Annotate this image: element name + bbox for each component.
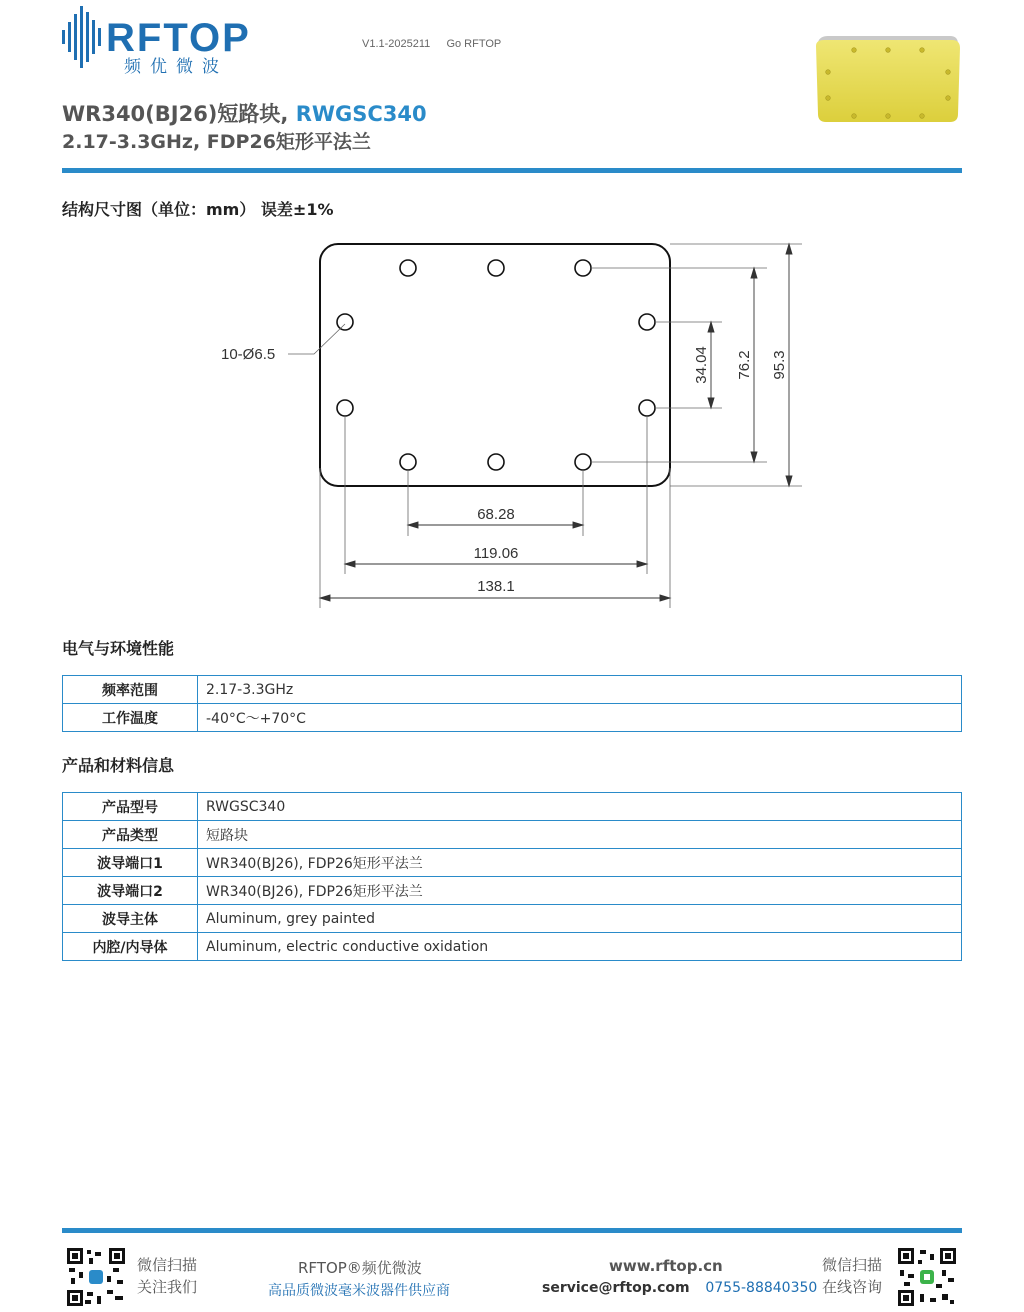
dim-34-label: 34.04	[693, 346, 710, 384]
row-value: Aluminum, electric conductive oxidation	[198, 933, 962, 961]
dimension-drawing	[62, 228, 962, 628]
page-subtitle: 2.17-3.3GHz, FDP26矩形平法兰	[62, 131, 371, 153]
footer-right-line1: 微信扫描	[822, 1256, 883, 1274]
dim-95-label: 95.3	[771, 350, 788, 380]
dim-76-label: 76.2	[736, 350, 753, 380]
footer-website-link[interactable]: www.rftop.cn	[609, 1257, 723, 1275]
footer-brand: RFTOP®频优微波	[298, 1259, 422, 1277]
footer-right-line2: 在线咨询	[822, 1278, 883, 1296]
page-title: WR340(BJ26)短路块, RWGSC340	[62, 102, 427, 126]
footer-email-link[interactable]: service@rftop.com	[542, 1280, 690, 1296]
version-label: V1.1-2025211	[362, 38, 431, 50]
flange-outline	[320, 244, 670, 486]
footer-left-line2: 关注我们	[137, 1278, 198, 1296]
electrical-table	[62, 675, 962, 732]
drawing-section-title: 结构尺寸图（单位：mm） 误差±1%	[62, 200, 334, 219]
dim-119-label: 119.06	[473, 545, 519, 562]
product-table	[62, 792, 962, 961]
row-key: 波导端口2	[63, 877, 198, 905]
table-row	[63, 877, 962, 905]
row-key: 产品型号	[63, 793, 198, 821]
hole-spec-label: 10-Ø6.5	[221, 346, 276, 363]
dim-138-label: 138.1	[477, 578, 515, 595]
product-image	[812, 34, 962, 126]
electrical-section-title: 电气与环境性能	[62, 639, 175, 658]
row-key: 波导端口1	[63, 849, 198, 877]
header-divider	[62, 168, 962, 173]
footer-divider	[62, 1228, 962, 1233]
product-section-title: 产品和材料信息	[62, 756, 175, 775]
footer-phone[interactable]: 0755-88840350	[705, 1280, 818, 1296]
qr-code-follow-icon[interactable]	[67, 1248, 125, 1306]
row-value: RWGSC340	[198, 793, 962, 821]
table-row	[63, 676, 962, 704]
row-key: 工作温度	[63, 704, 198, 732]
row-value: Aluminum, grey painted	[198, 905, 962, 933]
row-key: 产品类型	[63, 821, 198, 849]
table-row	[63, 821, 962, 849]
row-key: 波导主体	[63, 905, 198, 933]
logo-subtext: 频优微波	[124, 57, 228, 77]
logo	[62, 2, 272, 77]
table-row	[63, 905, 962, 933]
bolt-holes	[337, 260, 655, 470]
tagline: Go RFTOP	[446, 38, 502, 50]
dim-68-label: 68.28	[477, 506, 515, 523]
table-row	[63, 849, 962, 877]
row-value: WR340(BJ26), FDP26矩形平法兰	[198, 877, 962, 905]
model-number: RWGSC340	[295, 102, 427, 126]
footer-brand-tagline: 高品质微波毫米波器件供应商	[268, 1283, 450, 1299]
row-value: -40°C～+70°C	[198, 704, 962, 732]
table-row	[63, 704, 962, 732]
logo-wave-icon	[62, 2, 110, 70]
qr-code-consult-icon[interactable]	[898, 1248, 956, 1306]
table-row	[63, 933, 962, 961]
row-key: 频率范围	[63, 676, 198, 704]
row-value: 短路块	[198, 821, 962, 849]
row-value: WR340(BJ26), FDP26矩形平法兰	[198, 849, 962, 877]
row-value: 2.17-3.3GHz	[198, 676, 962, 704]
table-row	[63, 793, 962, 821]
logo-text: RFTOP	[106, 16, 251, 60]
footer-left-line1: 微信扫描	[137, 1256, 198, 1274]
row-key: 内腔/内导体	[63, 933, 198, 961]
